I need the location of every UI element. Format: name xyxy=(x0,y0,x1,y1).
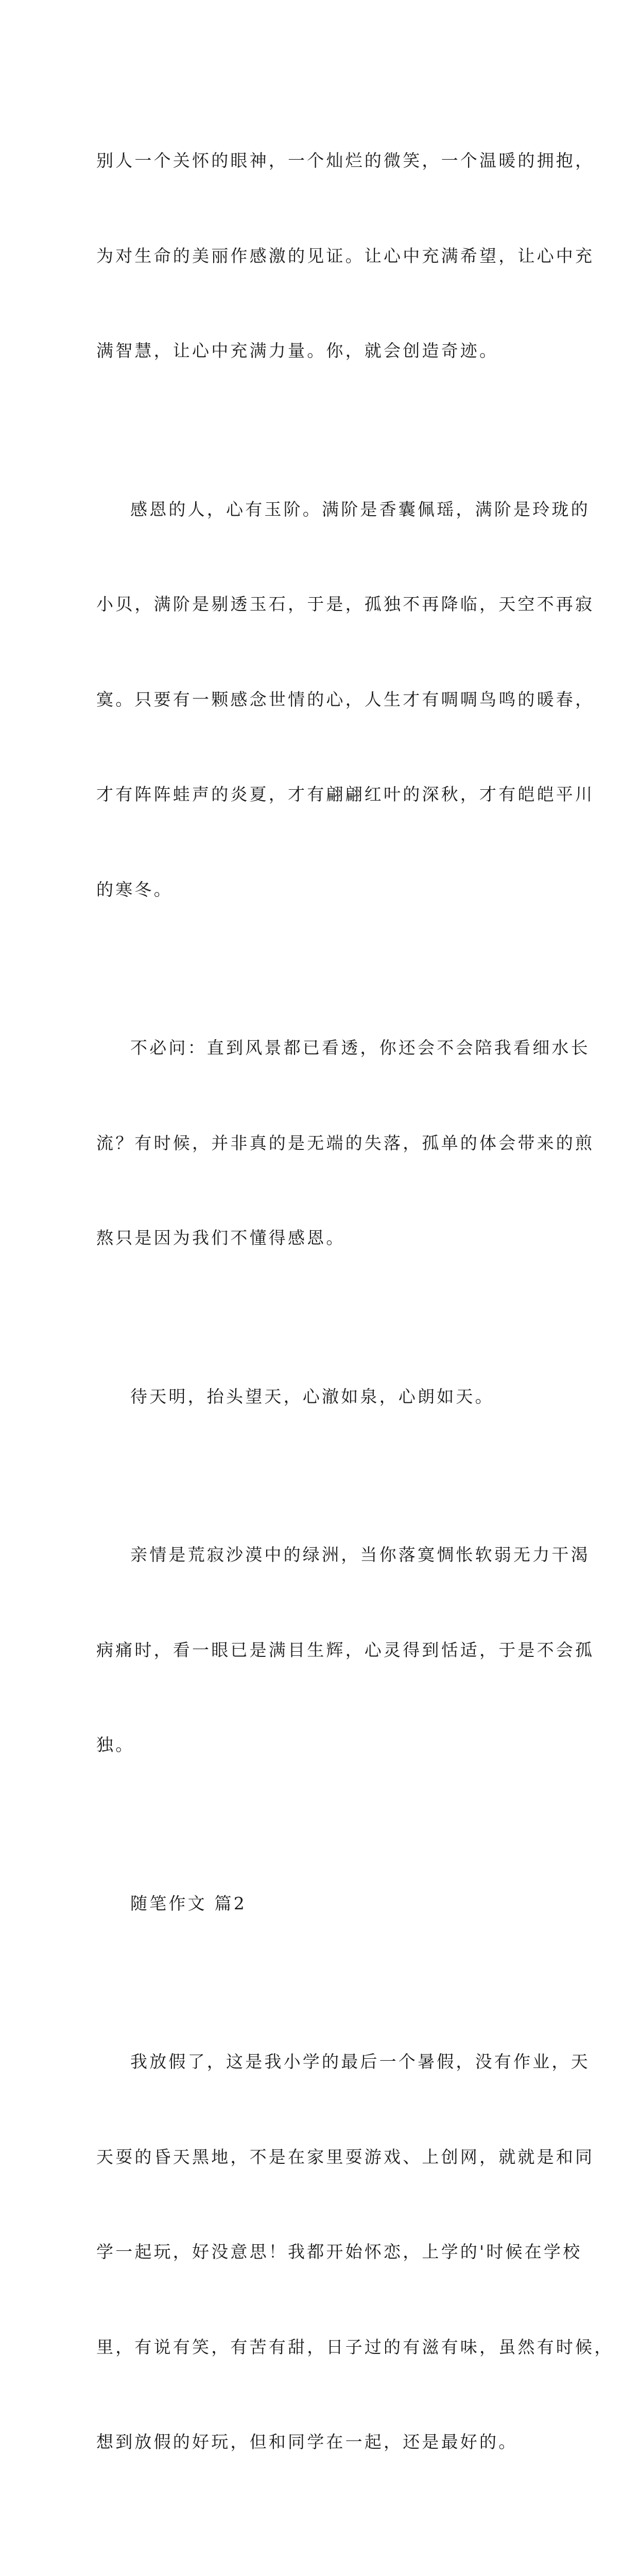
text-line: 为对生命的美丽作感激的见证。让心中充满希望，让心中充 xyxy=(96,240,539,272)
paragraph xyxy=(96,2521,539,2576)
text-line: 寞。只要有一颗感念世情的心，人生才有啁啁鸟鸣的暖春， xyxy=(96,684,539,716)
paragraph xyxy=(96,969,539,1317)
heading-line: 随笔作文 篇2 xyxy=(96,1888,539,1920)
text-line: 学一起玩，好没意思！我都开始怀恋，上学的'时候在学校 xyxy=(96,2236,539,2268)
paragraph xyxy=(96,430,539,969)
paragraph xyxy=(96,1982,539,2521)
text-line: 小贝，满阶是剔透玉石，于是，孤独不再降临，天空不再寂 xyxy=(96,588,539,620)
text-line: 不必问：直到风景都已看透，你还会不会陪我看细水长 xyxy=(96,1032,539,1064)
text-line: 熬只是因为我们不懂得感恩。 xyxy=(96,1222,539,1254)
text-line: 的寒冬。 xyxy=(96,874,539,906)
text-line: 亲情是荒寂沙漠中的绿洲，当你落寞惆怅软弱无力干渴 xyxy=(96,1539,539,1571)
text-line: 我放假了，这是我小学的最后一个暑假，没有作业，天 xyxy=(96,2046,539,2078)
text-line: 才有阵阵蛙声的炎夏，才有翩翩红叶的深秋，才有皑皑平川 xyxy=(96,778,539,810)
text-line: 想到放假的好玩，但和同学在一起，还是最好的。 xyxy=(96,2426,539,2458)
document-body xyxy=(96,81,539,2576)
text-line: 待天明，抬头望天，心澈如泉，心朗如天。 xyxy=(96,1381,539,1413)
document-page xyxy=(0,0,639,904)
text-line: 里，有说有笑，有苦有甜，日子过的有滋有味，虽然有时候， xyxy=(96,2331,539,2363)
text-line: 满智慧，让心中充满力量。你，就会创造奇迹。 xyxy=(96,335,539,367)
text-line: 病痛时，看一眼已是满目生辉，心灵得到恬适，于是不会孤 xyxy=(96,1634,539,1666)
section-heading xyxy=(96,1824,539,1983)
text-line: 流？有时候，并非真的是无端的失落，孤单的体会带来的煎 xyxy=(96,1127,539,1159)
paragraph xyxy=(96,1317,539,1476)
text-line: 感恩的人，心有玉阶。满阶是香囊佩瑶，满阶是玲珑的 xyxy=(96,494,539,526)
text-line: 独。 xyxy=(96,1729,539,1761)
text-line: 别人一个关怀的眼神，一个灿烂的微笑，一个温暖的拥抱， xyxy=(96,145,539,177)
text-line: 天耍的昏天黑地，不是在家里耍游戏、上创网，就就是和同 xyxy=(96,2141,539,2173)
paragraph xyxy=(96,81,539,430)
paragraph xyxy=(96,1476,539,1824)
